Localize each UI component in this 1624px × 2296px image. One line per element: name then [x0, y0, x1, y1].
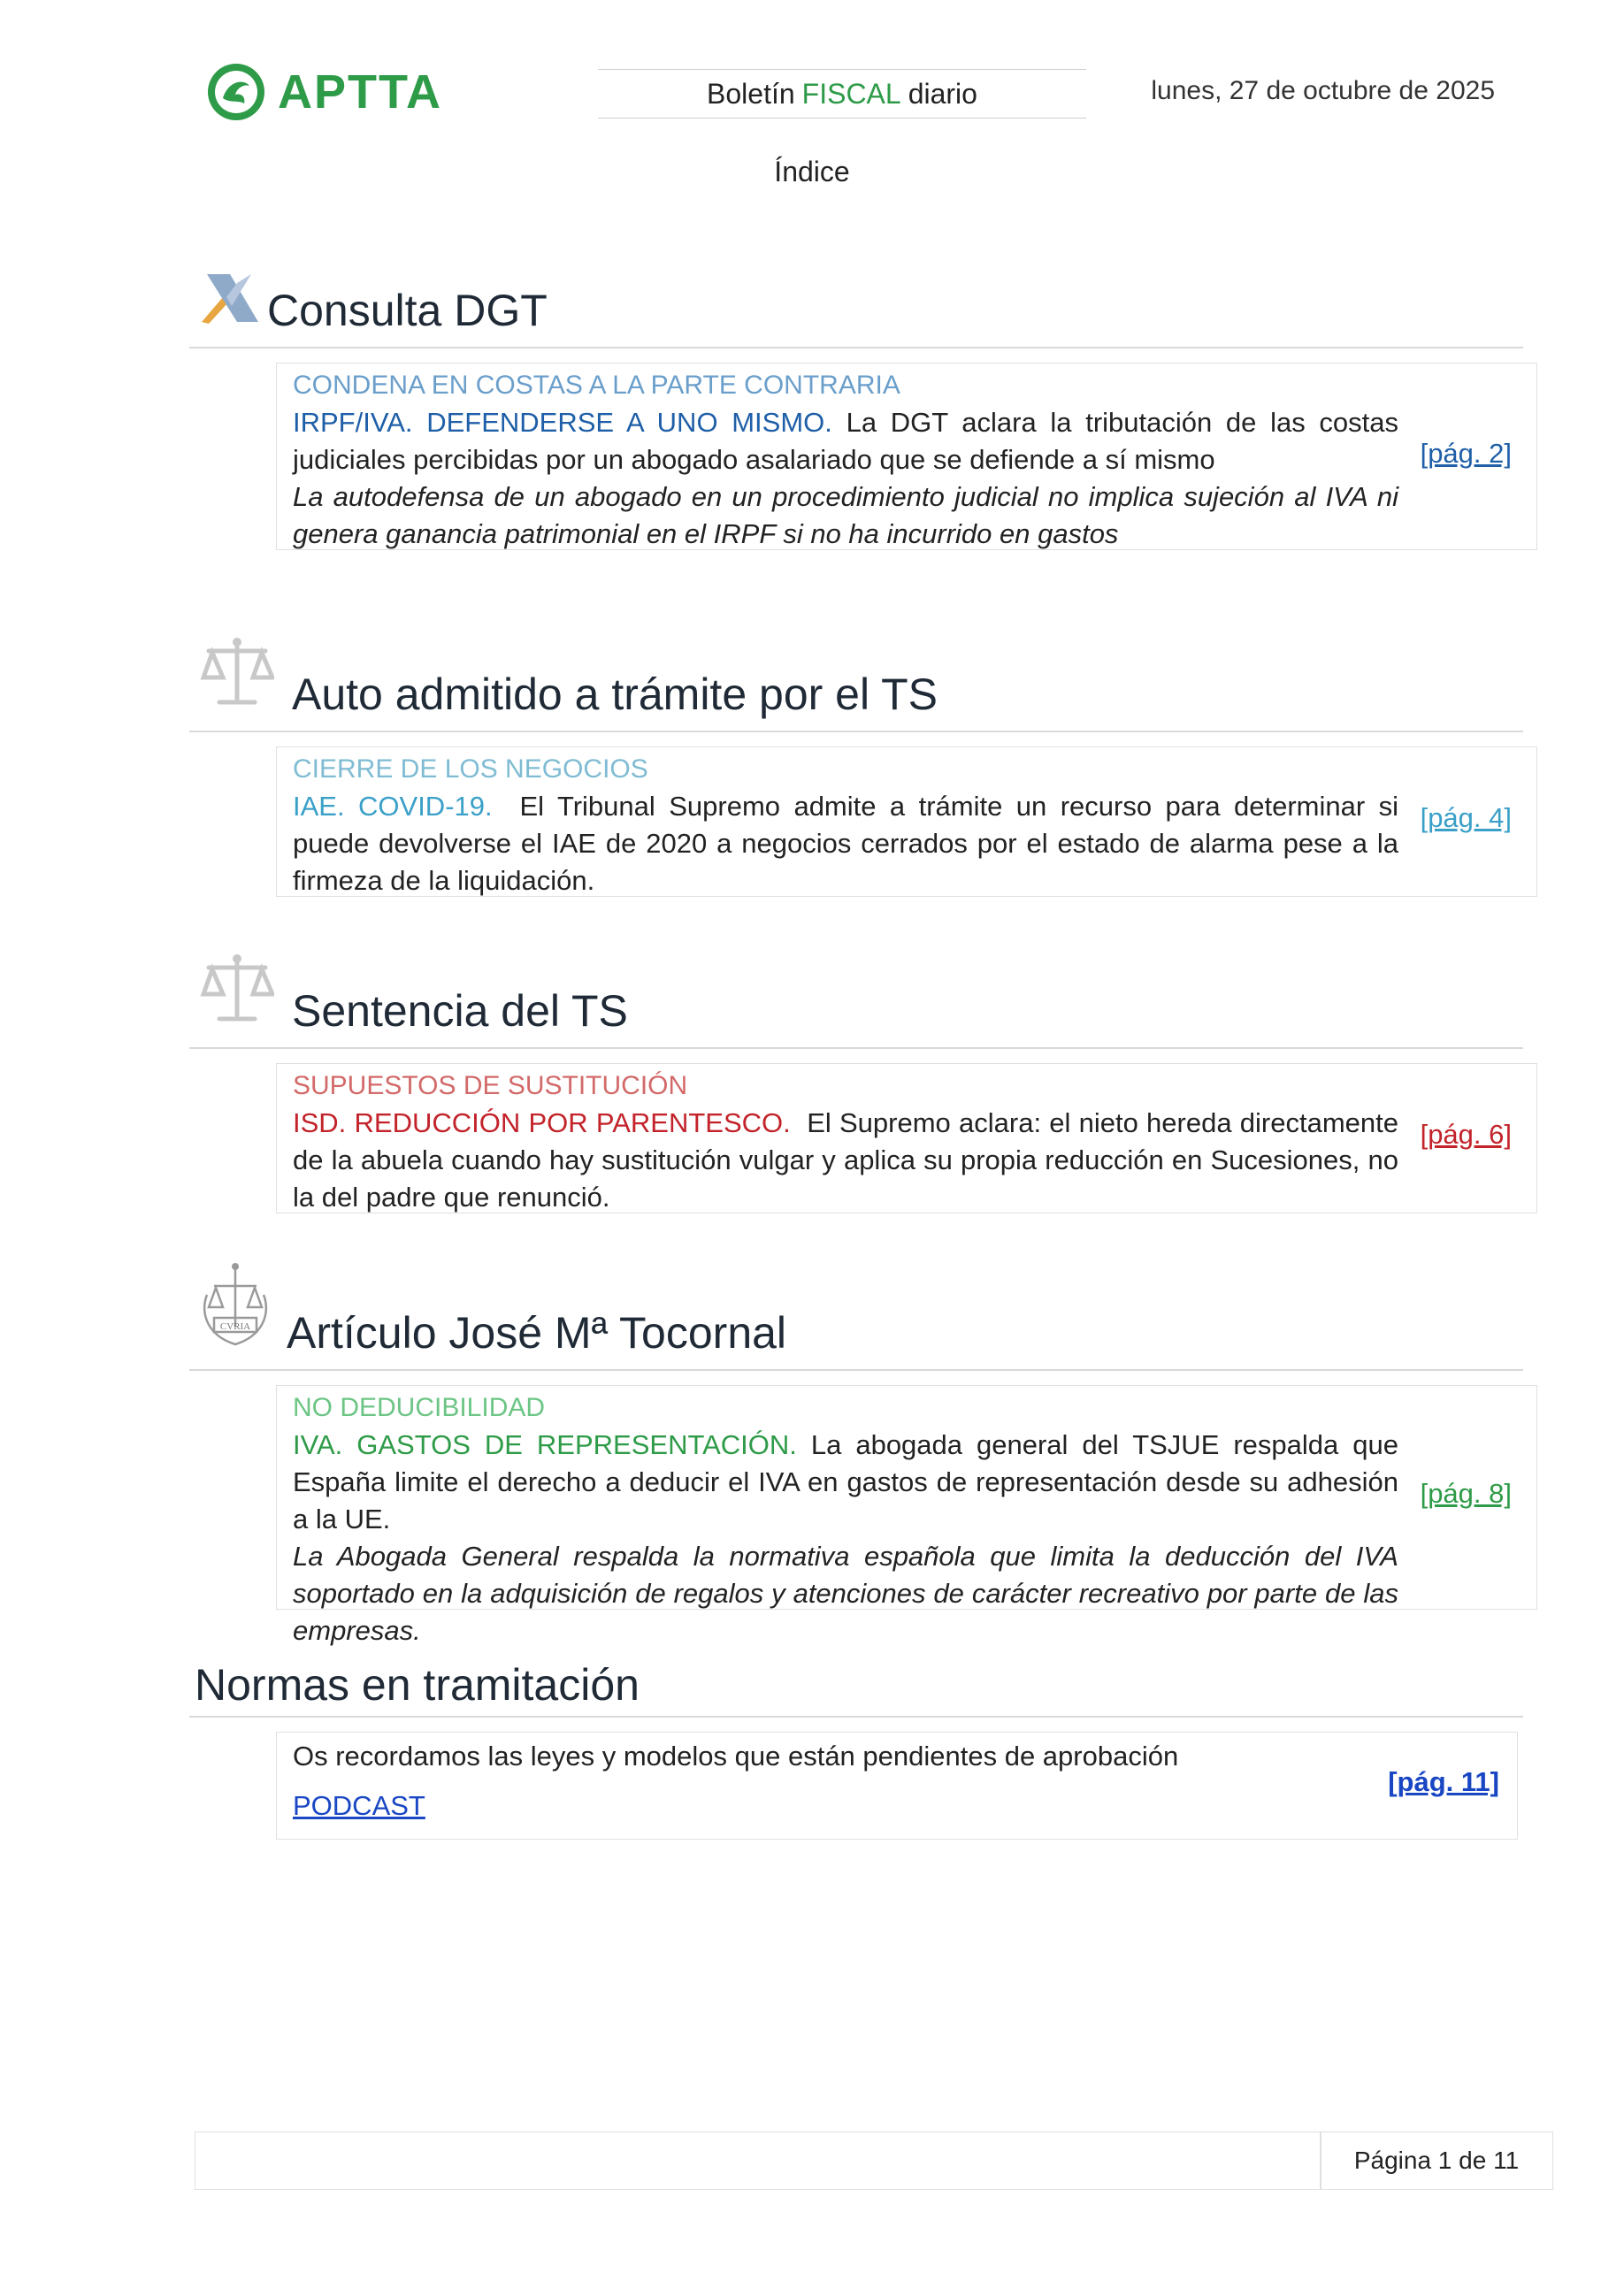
page-link-8[interactable]: [pág. 8]	[1420, 1478, 1512, 1509]
issue-date: lunes, 27 de octubre de 2025	[1151, 76, 1495, 105]
scales-icon	[200, 633, 274, 709]
article-box-normas	[276, 1732, 1518, 1840]
section-divider	[189, 731, 1523, 732]
section-title-consulta-dgt: Consulta DGT	[267, 286, 548, 335]
article-summary: El Tribunal Supremo admite a trámite un recurso para determinar si puede devolverse el IAE de 2020 a negocios cerrados por el estado de alarma pese a la firmeza de la liquidación.	[293, 791, 1398, 896]
article-subtitle: La autodefensa de un abogado en un procedimiento judicial no implica sujeción al IVA ni genera ganancia patrimonial en el IRPF si no ha incurrido en gastos	[293, 481, 1398, 549]
bulletin-prefix: Boletín	[707, 77, 795, 110]
index-title: Índice	[774, 156, 850, 188]
article-box-consulta-dgt	[276, 363, 1537, 550]
article-lead: IVA. GASTOS DE REPRESENTACIÓN.	[293, 1429, 797, 1460]
aptta-logo-icon	[205, 61, 267, 123]
article-lead-tax: IRPF/	[293, 407, 364, 438]
logo-text: APTTA	[278, 65, 442, 119]
aptta-logo	[205, 60, 453, 124]
footer-left-cell	[195, 2131, 1321, 2190]
scales-icon	[200, 950, 274, 1026]
article-summary: La abogada general del TSJUE respalda que España limite el derecho a deducir el IVA en gastos de representación desde su adhesión a la UE.	[293, 1429, 1398, 1534]
article-summary: La DGT aclara la tributación de las costas judiciales percibidas por un abogado asalariado que se defiende a sí mismo	[293, 407, 1398, 475]
section-title-sentencia-ts: Sentencia del TS	[292, 986, 628, 1036]
article-category: NO DEDUCIBILIDAD	[293, 1393, 546, 1422]
section-divider	[189, 1369, 1523, 1371]
article-box-sentencia-ts	[276, 1063, 1537, 1213]
article-summary: El Supremo aclara: el nieto hereda directamente de la abuela cuando hay sustitución vulgar y aplica su propia reducción en Sucesiones, no la del padre que renunció.	[293, 1107, 1399, 1213]
article-subtitle: La Abogada General respalda la normativa española que limita la deducción del IVA soportado en la adquisición de regalos y atenciones de carácter recreativo por parte de las empresas.	[293, 1541, 1398, 1646]
section-divider	[189, 1047, 1523, 1049]
page-link-2[interactable]: [pág. 2]	[1420, 438, 1512, 469]
bulletin-highlight: FISCAL	[801, 77, 901, 110]
page-link-4[interactable]: [pág. 4]	[1420, 802, 1512, 833]
article-lead: ISD. REDUCCIÓN POR PARENTESCO.	[293, 1107, 791, 1138]
section-divider	[189, 1716, 1523, 1718]
article-category: CIERRE DE LOS NEGOCIOS	[293, 754, 648, 784]
footer-page-number: Página 1 de 11	[1320, 2131, 1553, 2190]
emblem-text: CVRIA	[219, 1321, 251, 1332]
section-title-normas: Normas en tramitación	[195, 1660, 640, 1710]
page-link-11[interactable]: [pág. 11]	[1388, 1766, 1499, 1797]
article-category: SUPUESTOS DE SUSTITUCIÓN	[293, 1071, 688, 1100]
section-divider	[189, 347, 1523, 348]
section-title-articulo: Artículo José Mª Tocornal	[287, 1308, 787, 1358]
section-title-auto-admitido: Auto admitido a trámite por el TS	[292, 670, 938, 719]
bulletin-suffix: diario	[908, 77, 977, 110]
article-category: CONDENA EN COSTAS A LA PARTE CONTRARIA	[293, 371, 900, 400]
aeat-logo-icon	[196, 271, 262, 325]
bulletin-title	[598, 69, 1086, 119]
curia-emblem-icon	[195, 1259, 276, 1351]
article-box-auto-admitido	[276, 746, 1537, 897]
podcast-link[interactable]: PODCAST	[293, 1790, 425, 1821]
page-link-6[interactable]: [pág. 6]	[1420, 1119, 1512, 1150]
normas-summary: Os recordamos las leyes y modelos que están pendientes de aprobación	[293, 1741, 1179, 1772]
article-lead: IVA. DEFENDERSE A UNO MISMO.	[363, 407, 832, 438]
article-lead: IAE. COVID-19.	[293, 791, 493, 822]
article-box-articulo	[276, 1385, 1537, 1646]
